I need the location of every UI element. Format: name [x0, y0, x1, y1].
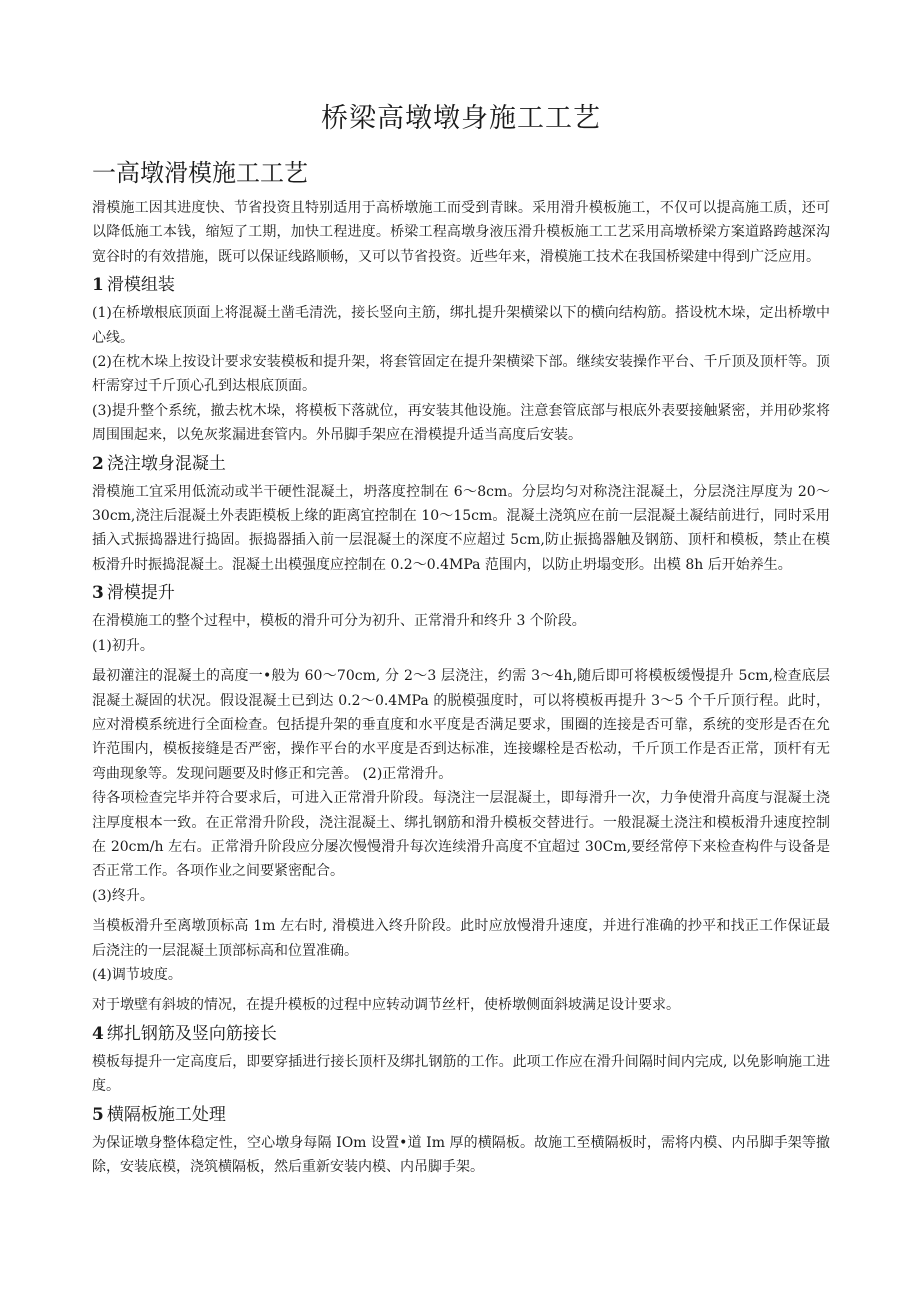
- subsection-heading-text: 浇注墩身混凝土: [106, 453, 226, 474]
- document-page: [92, 96, 830, 1179]
- subsection-heading-text: 绑扎钢筋及竖向筋接长: [106, 1023, 277, 1044]
- paragraph: (1)初升。: [92, 637, 154, 654]
- intro-paragraph: 滑模施工因其进度快、节省投资且特别适用于高桥墩施工而受到青睐。采用滑升模板施工，不仅可以提高施工质，还可以降低施工本钱，缩短了工期，加快工程进度。桥梁工程高墩身液压滑升模板施工工艺采用高墩桥梁方案道路跨越深沟宽谷时的有效措施，既可以保证线路顺畅，又可以节省投资。近些年来，滑模施工技术在我国桥梁建中得到广泛应用。: [92, 200, 830, 265]
- paragraph: 待各项检查完毕并符合要求后，可进入正常滑升阶段。每浇注一层混凝土，即每滑升一次，力争使滑升高度与混凝土浇注厚度根本一致。在正常滑升阶段，浇注混凝土、绑扎钢筋和滑升模板交替进行。一般混凝土浇注和模板滑升速度控制在 20cm/h 左右。正常滑升阶段应分屡次慢慢滑升每次连续滑升高度不宜超过 30Cm,要经常停下来检查构件与设备是否正常工作。各项作业之间要紧密配合。: [92, 790, 830, 880]
- paragraph: 对于墩壁有斜坡的情况，在提升模板的过程中应转动调节丝杆，使桥墩侧面斜坡满足设计要求。: [92, 997, 680, 1014]
- paragraph: 在滑模施工的整个过程中，模板的滑升可分为初升、正常滑升和终升 3 个阶段。: [92, 613, 586, 630]
- subsection-heading-3: [92, 581, 830, 605]
- subsection-number: 1: [92, 275, 104, 296]
- paragraph: (3)提升整个系统，撤去枕木垛，将模板下落就位，再安装其他设施。注意套管底部与根底外表要接触紧密，并用砂浆将周围围起来，以免灰浆漏进套管内。外吊脚手架应在滑模提升适当高度后安装。: [92, 402, 830, 444]
- paragraph: 为保证墩身整体稳定性，空心墩身每隔 IOm 设置•道 Im 厚的横隔板。故施工至横隔板时，需将内模、内吊脚手架等撤除，安装底模，浇筑横隔板，然后重新安装内模、内吊脚手架。: [92, 1134, 830, 1175]
- subsection-number: 4: [92, 1023, 104, 1044]
- paragraph: (4)调节坡度。: [92, 966, 182, 983]
- subsection-heading-text: 滑模组装: [106, 275, 175, 296]
- paragraph: 当模板滑升至离墩顶标高 1m 左右时, 滑模进入终升阶段。此时应放慢滑升速度，并进行准确的抄平和找正工作保证最后浇注的一层混凝土顶部标高和位置准确。: [92, 918, 830, 959]
- subsection-number: 3: [92, 583, 104, 604]
- section-title: 一高墩滑模施工工艺: [92, 159, 308, 187]
- subsection-heading-2: [92, 452, 830, 476]
- paragraph: (1)在桥墩根底顶面上将混凝土凿毛清洗，接长竖向主筋，绑扎提升架横梁以下的横向结构筋。搭设枕木垛，定出桥墩中心线。: [92, 305, 830, 346]
- paragraph: (3)终升。: [92, 887, 154, 904]
- paragraph: 最初灌注的混凝土的高度一•般为 60～70cm, 分 2～3 层浇注，约需 3～4h,随后即可将模板缓慢提升 5cm,检查底层混凝土凝固的状况。假设混凝土已到达 0.2～0.4MPa 的脱模强度时，可以将模板再提升 3～5 个千斤顶行程。此时，应对滑模系统进行全面检查。包括提升架的垂直度和水平度是否满足要求，围圈的连接是否可靠，系统的变形是否在允许范围内，模板接缝是否严密，操作平台的水平度是否到达标准，连接螺栓是否松动，千斤顶工作是否正常，顶杆有无弯曲现象等。发现问题要及时修正和完善。 (2)正常滑升。: [92, 668, 830, 782]
- subsection-heading-text: 滑模提升: [106, 583, 175, 604]
- document-title: 桥梁高墩墩身施工工艺: [321, 103, 601, 134]
- subsection-number: 2: [92, 453, 104, 474]
- subsection-heading-5: [92, 1103, 830, 1127]
- subsection-heading-4: [92, 1022, 830, 1046]
- subsection-number: 5: [92, 1104, 104, 1125]
- paragraph: 模板每提升一定高度后，即要穿插进行接长顶杆及绑扎钢筋的工作。此项工作应在滑升间隔时间内完成, 以免影响施工进度。: [92, 1053, 830, 1095]
- paragraph: 滑模施工宜采用低流动或半干硬性混凝土，坍落度控制在 6～8cm。分层均匀对称浇注混凝土，分层浇注厚度为 20～30cm,浇注后混凝土外表距模板上缘的距离宜控制在 10～15cm。混凝土浇筑应在前一层混凝土凝结前进行，同时采用插入式振捣器进行捣固。振捣器插入前一层混凝土的深度不应超过 5cm,防止振捣器触及钢筋、顶杆和模板，禁止在模板滑升时振捣混凝土。混凝土出模强度应控制在 0.2～0.4MPa 范围内，以防止坍塌变形。出模 8h 后开始养生。: [92, 483, 830, 573]
- subsection-heading-1: [92, 273, 830, 297]
- subsection-heading-text: 横隔板施工处理: [106, 1104, 226, 1125]
- paragraph: (2)在枕木垛上按设计要求安装模板和提升架，将套管固定在提升架横梁下部。继续安装操作平台、千斤顶及顶杆等。顶杆需穿过千斤顶心孔到达根底顶面。: [92, 354, 830, 395]
